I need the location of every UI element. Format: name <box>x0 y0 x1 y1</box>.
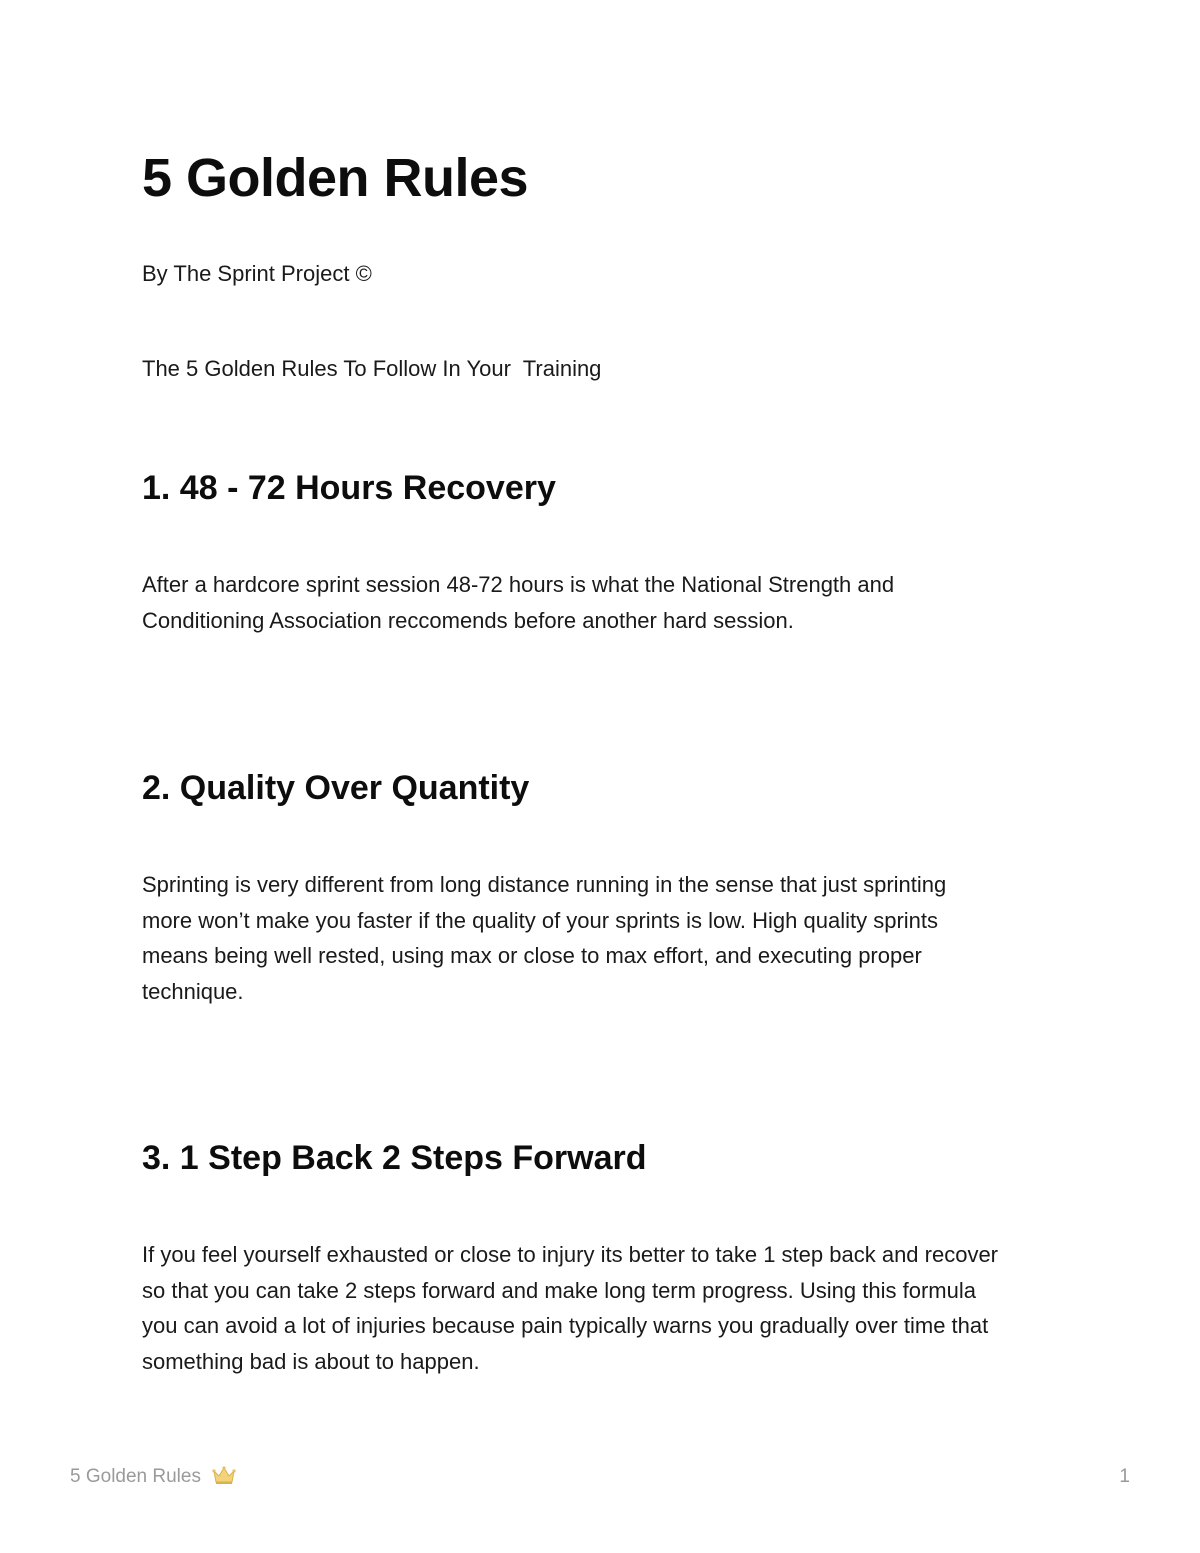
rule-1-body <box>142 567 1072 638</box>
rule-3-heading: 3. 1 Step Back 2 Steps Forward <box>142 1139 647 1177</box>
page-footer <box>70 1463 1130 1491</box>
rule-3-line: so that you can take 2 steps forward and make long term progress. Using this formula <box>142 1277 976 1303</box>
crown-icon <box>212 1465 236 1485</box>
rule-3-line: something bad is about to happen. <box>142 1348 480 1374</box>
rule-1-line: After a hardcore sprint session 48-72 hours is what the National Strength and <box>142 572 895 597</box>
document-title: 5 Golden Rules <box>142 148 529 208</box>
footer-title-group <box>70 1463 236 1491</box>
document-byline: By The Sprint Project © <box>142 261 372 286</box>
rule-2-line: means being well rested, using max or close to max effort, and executing proper <box>142 943 922 968</box>
page-number: 1 <box>1119 1466 1130 1487</box>
rule-1-line: Conditioning Association reccomends before another hard session. <box>142 607 794 633</box>
rule-3-body <box>142 1237 1072 1379</box>
rule-2-heading: 2. Quality Over Quantity <box>142 769 530 807</box>
rule-1-heading: 1. 48 - 72 Hours Recovery <box>142 469 556 507</box>
rule-2-body <box>142 867 1072 1009</box>
footer-title: 5 Golden Rules <box>70 1466 201 1487</box>
rule-2-line: technique. <box>142 978 244 1004</box>
document-intro: The 5 Golden Rules To Follow In Your Training <box>142 356 602 381</box>
rule-3-line: you can avoid a lot of injuries because pain typically warns you gradually over time that <box>142 1313 989 1338</box>
rule-3-line: If you feel yourself exhausted or close to injury its better to take 1 step back and recover <box>142 1242 999 1267</box>
rule-2-line: Sprinting is very different from long distance running in the sense that just sprinting <box>142 872 947 897</box>
rule-2-line: more won’t make you faster if the quality of your sprints is low. High quality sprints <box>142 907 939 933</box>
